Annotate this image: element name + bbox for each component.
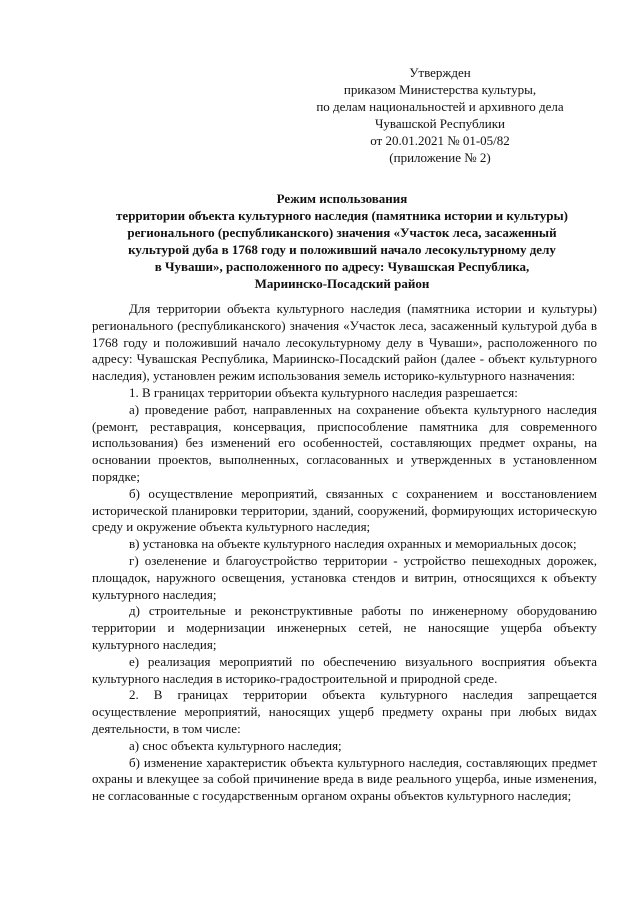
title-line: культурой дуба в 1768 году и положивший начало лесокультурному делу	[128, 242, 556, 257]
list-item: в) установка на объекте культурного наследия охранных и мемориальных досок;	[129, 536, 577, 552]
approval-line: Чувашской Республики	[374, 116, 506, 131]
list-item: б) осуществление мероприятий, связанных с сохранением и восстановлением исторической планировки территории, зданий, сооружений, формирующих историческую среду и окружение объекта культурного наследия;	[92, 485, 597, 535]
title-line: Мариинско-Посадский район	[254, 276, 430, 291]
title-line: регионального (республиканского) значения «Участок леса, засаженный	[127, 225, 557, 240]
body-paragraph-intro: Для территории объекта культурного наследия (памятника истории и культуры) регионального (республиканского) значения «Участок леса, засаженный культурой дуба в 1768 году и положивший начало лесокультурному делу в Чуваши», расположенного по адресу: Чувашская Республика, Мариинско-Посадский район (далее - объект культурного наследия), установлен режим использования земель историко-культурного назначения:	[92, 301, 597, 384]
document-body	[92, 301, 597, 805]
list-item: б) изменение характеристик объекта культурного наследия, составляющих предмет охраны и влекущее за собой причинение вреда в виде реального ущерба, иные изменения, не согласованные с государственным органом охраны объектов культурного наследия;	[92, 754, 597, 804]
approval-line: от 20.01.2021 № 01-05/82	[370, 133, 510, 148]
list-item: г) озеленение и благоустройство территории - устройство пешеходных дорожек, площадок, наружного освещения, установка стендов и витрин, относящихся к объекту культурного наследия;	[92, 552, 597, 602]
title-line: в Чуваши», расположенного по адресу: Чувашская Республика,	[154, 259, 530, 274]
list-item: д) строительные и реконструктивные работы по инженерному оборудованию территории и модернизации инженерных сетей, не наносящие ущерба объекту культурного наследия;	[92, 603, 597, 652]
title-line: Режим использования	[276, 191, 408, 206]
approval-line: (приложение № 2)	[389, 150, 491, 165]
title-line: территории объекта культурного наследия (памятника истории и культуры)	[116, 208, 568, 223]
section-heading-prohibited: 2. В границах территории объекта культурного наследия запрещается осуществление мероприятий, наносящих ущерб предмету охраны при любых видах деятельности, в том числе:	[92, 687, 597, 736]
list-item: е) реализация мероприятий по обеспечению визуального восприятия объекта культурного наследия в историко-градостроительной и природной среде.	[92, 653, 597, 686]
document-title	[82, 190, 602, 292]
section-heading-allowed: 1. В границах территории объекта культурного наследия разрешается:	[129, 384, 518, 400]
approval-line: приказом Министерства культуры,	[343, 82, 537, 97]
approval-line: Утвержден	[409, 65, 471, 80]
approval-line: по делам национальностей и архивного дела	[316, 99, 564, 114]
approval-stamp	[300, 64, 580, 166]
list-item: а) снос объекта культурного наследия;	[129, 737, 342, 753]
list-item: а) проведение работ, направленных на сохранение объекта культурного наследия (ремонт, реставрация, консервация, приспособление памятника для современного использования) без изменений его особенностей, составляющих предмет охраны, на основании проектов, выполненных, согласованных и утвержденных в установленном порядке;	[92, 401, 597, 484]
